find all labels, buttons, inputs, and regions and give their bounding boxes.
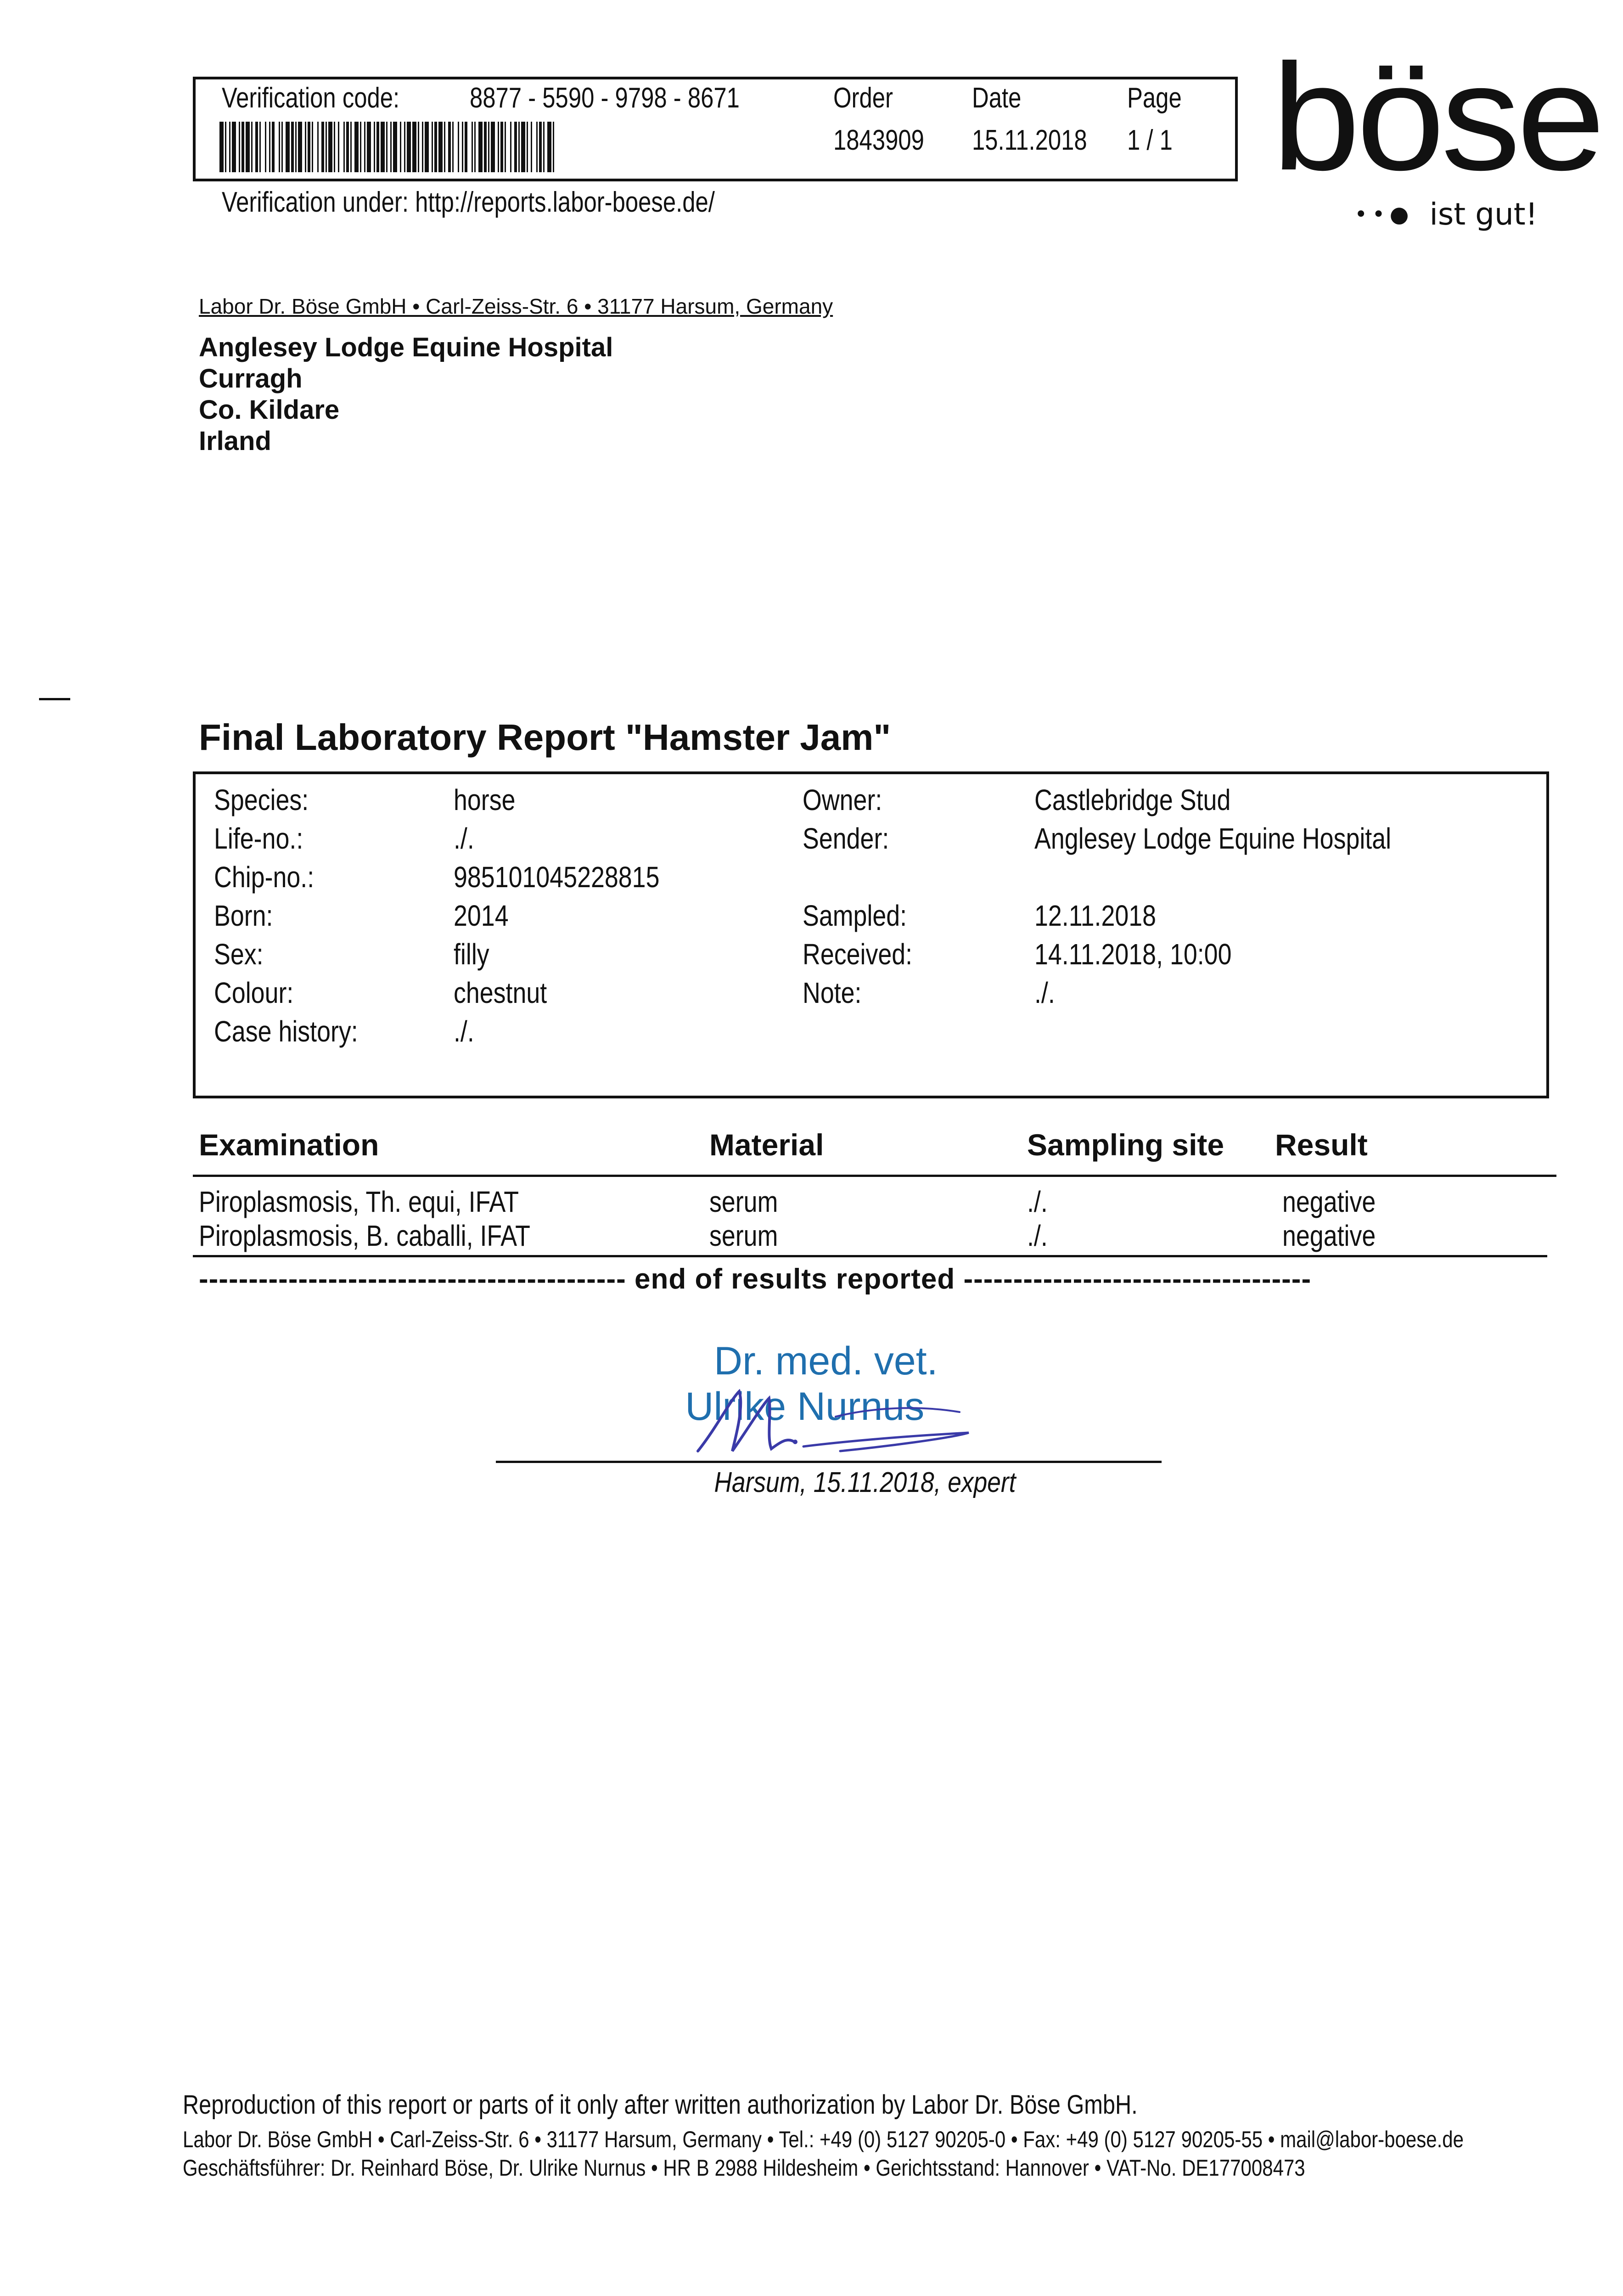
info-value-colour: chestnut: [454, 976, 547, 1009]
verification-code-label: Verification code:: [222, 82, 400, 114]
results-header-rule: [193, 1175, 1556, 1177]
results-header-sampling-site: Sampling site: [1027, 1128, 1224, 1162]
footer-address: Labor Dr. Böse GmbH • Carl-Zeiss-Str. 6 • 31177 Harsum, Germany • Tel.: +49 (0) 5127 90205-0 • Fax: +49 (0) 5127 90205-55 • mail@labor-boese.de: [183, 2127, 1464, 2152]
order-label: Order: [833, 82, 893, 114]
patient-info-box: [193, 771, 1549, 1098]
info-value-owner: Castlebridge Stud: [1034, 783, 1231, 816]
recipient-line-2: Curragh: [199, 364, 303, 394]
handwritten-signature: [689, 1373, 987, 1465]
signature-title-line-2: Ulrike Nurnus: [685, 1384, 925, 1429]
info-label-received: Received:: [803, 938, 913, 971]
results-row-1-site: ./.: [1027, 1185, 1048, 1218]
info-label-case-history: Case history:: [214, 1015, 358, 1048]
info-value-born: 2014: [454, 899, 509, 932]
info-label-species: Species:: [214, 783, 309, 816]
fold-mark: [39, 698, 70, 700]
page-label: Page: [1127, 82, 1182, 114]
results-row-2-material: serum: [709, 1219, 778, 1252]
barcode-image: [219, 122, 555, 172]
info-label-chip-no: Chip-no.:: [214, 861, 314, 894]
info-label-life-no: Life-no.:: [214, 822, 303, 855]
logo-tagline: [1354, 197, 1538, 232]
info-label-sender: Sender:: [803, 822, 889, 855]
info-value-species: horse: [454, 783, 516, 816]
info-value-note: ./.: [1034, 976, 1055, 1009]
info-label-sampled: Sampled:: [803, 899, 907, 932]
info-value-received: 14.11.2018, 10:00: [1034, 938, 1232, 971]
verification-url: Verification under: http://reports.labor-boese.de/: [222, 186, 715, 218]
results-row-2-examination: Piroplasmosis, B. caballi, IFAT: [199, 1219, 531, 1252]
recipient-line-1: Anglesey Lodge Equine Hospital: [199, 332, 613, 362]
results-row-2-site: ./.: [1027, 1219, 1048, 1252]
info-value-sex: filly: [454, 938, 489, 971]
info-value-sender: Anglesey Lodge Equine Hospital: [1034, 822, 1392, 855]
logo-dots-icon: ••●: [1354, 202, 1414, 227]
results-row-2-result: negative: [1282, 1219, 1376, 1252]
info-label-sex: Sex:: [214, 938, 264, 971]
footer-legal: Geschäftsführer: Dr. Reinhard Böse, Dr. Ulrike Nurnus • HR B 2988 Hildesheim • Gerichtsstand: Hannover • VAT-No. DE177008473: [183, 2155, 1305, 2181]
info-label-colour: Colour:: [214, 976, 294, 1009]
page-value: 1 / 1: [1127, 124, 1173, 156]
sender-return-address: Labor Dr. Böse GmbH • Carl-Zeiss-Str. 6 • 31177 Harsum, Germany: [199, 294, 833, 318]
date-value: 15.11.2018: [972, 124, 1087, 156]
logo-tagline-text: ist gut!: [1429, 197, 1538, 232]
recipient-line-3: Co. Kildare: [199, 395, 340, 425]
results-bottom-rule: [193, 1255, 1547, 1257]
end-of-results-marker: ------------------------------------------- end of results reported -----------------------------------: [199, 1263, 1312, 1295]
results-row-1-result: negative: [1282, 1185, 1376, 1218]
info-label-note: Note:: [803, 976, 862, 1009]
info-value-life-no: ./.: [454, 822, 474, 855]
results-row-1-material: serum: [709, 1185, 778, 1218]
verification-code-value: 8877 - 5590 - 9798 - 8671: [470, 82, 740, 114]
results-header-result: Result: [1275, 1128, 1368, 1162]
recipient-line-4: Irland: [199, 426, 271, 456]
order-value: 1843909: [833, 124, 924, 156]
info-value-chip-no: 985101045228815: [454, 861, 660, 894]
bose-logo-wordmark: böse: [1272, 32, 1601, 202]
date-label: Date: [972, 82, 1022, 114]
results-header-examination: Examination: [199, 1128, 379, 1162]
signature-caption: Harsum, 15.11.2018, expert: [714, 1467, 1016, 1498]
info-value-case-history: ./.: [454, 1015, 474, 1048]
info-label-owner: Owner:: [803, 783, 882, 816]
info-label-born: Born:: [214, 899, 273, 932]
signature-title-line-1: Dr. med. vet.: [714, 1339, 938, 1383]
report-title: Final Laboratory Report "Hamster Jam": [199, 717, 891, 758]
results-row-1-examination: Piroplasmosis, Th. equi, IFAT: [199, 1185, 519, 1218]
info-value-sampled: 12.11.2018: [1034, 899, 1157, 932]
results-header-material: Material: [709, 1128, 824, 1162]
footer-reproduction-notice: Reproduction of this report or parts of it only after written authorization by Labor Dr. Böse GmbH.: [183, 2090, 1138, 2120]
signature-line: [496, 1461, 1162, 1463]
